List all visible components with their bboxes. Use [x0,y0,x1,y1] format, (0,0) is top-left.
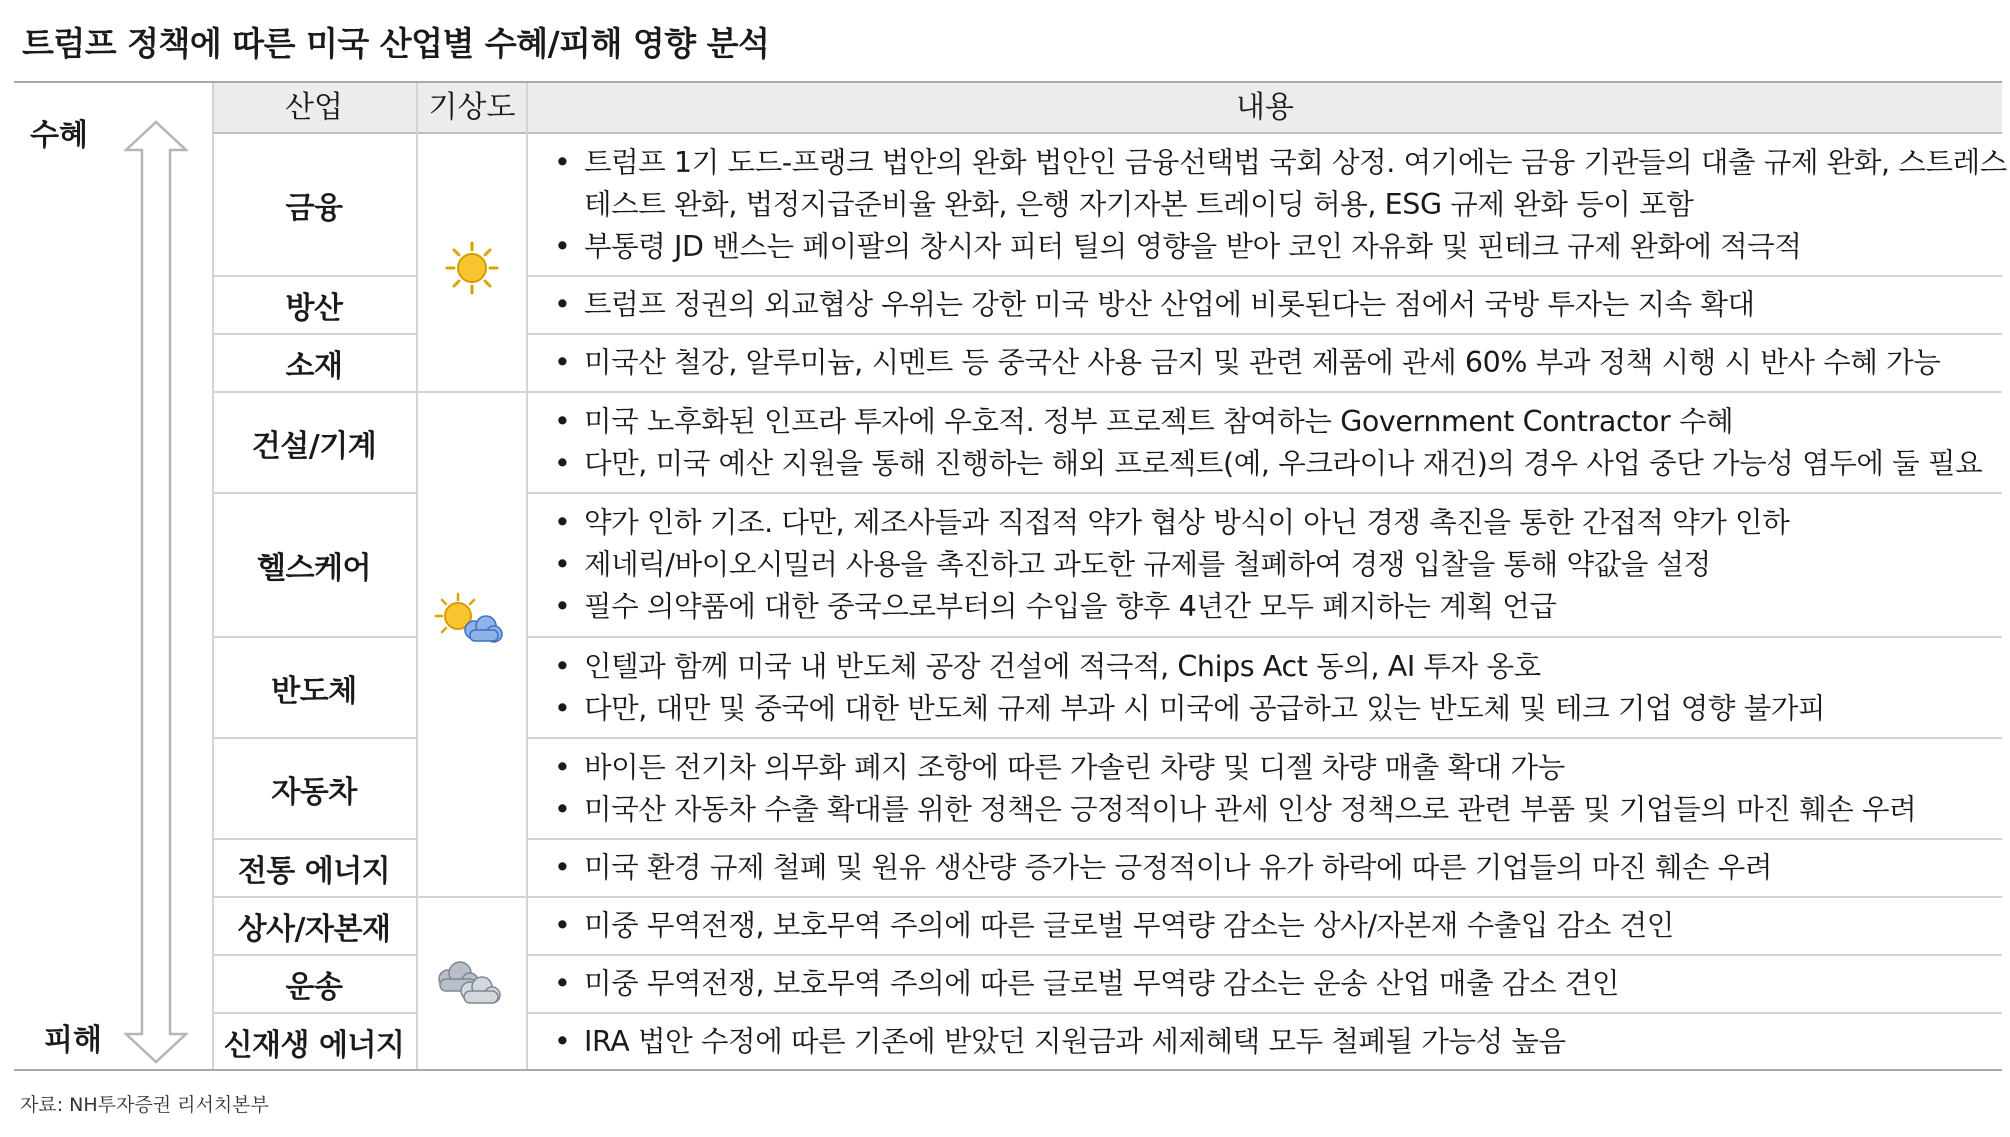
bullet-item: • 미국산 철강, 알루미늄, 시멘트 등 중국산 사용 금지 및 관련 제품에 관세 60% 부과 정책 시행 시 반사 수혜 가능 [540,342,1990,384]
bullet-item: • 바이든 전기차 의무화 폐지 조항에 따른 가솔린 차량 및 디젤 차량 매출 확대 가능 [540,747,1990,789]
bullet-item: • 트럼프 1기 도드-프랭크 법안의 완화 법안인 금융선택법 국회 상정. 여기에는 금융 기관들의 대출 규제 완화, 스트레스 [540,142,1990,184]
bullet-item: • 미중 무역전쟁, 보호무역 주의에 따른 글로벌 무역량 감소는 운송 산업 매출 감소 견인 [540,963,1990,1005]
industry-cell: 금융 [285,190,343,226]
industry-cell: 소재 [285,349,343,384]
industry-cell: 상사/자본재 [237,912,391,947]
header-industry: 산업 [285,90,343,125]
bullet-item: • 약가 인하 기조. 다만, 제조사들과 직접적 약가 협상 방식이 아닌 경쟁 촉진을 통한 간접적 약가 인하 [540,502,1990,544]
content-cell-traditional-energy [540,840,1990,896]
bullet-text: 테스트 완화, 법정지급준비율 완화, 은행 자기자본 트레이딩 허용, ESG 규제 완화 등이 포함 [584,187,1694,221]
grid-vline [526,83,528,1069]
content-cell-trading [540,898,1990,954]
content-cell-defense [540,277,1990,333]
bullet-item: • 미국산 자동차 수출 확대를 위한 정책은 긍정적이나 관세 인상 정책으로 관련 부품 및 기업들의 마진 훼손 우려 [540,789,1990,831]
bullet-item: • 트럼프 정권의 외교협상 우위는 강한 미국 방산 산업에 비롯된다는 점에서 국방 투자는 지속 확대 [540,284,1990,326]
content-cell-renewable [540,1014,1990,1069]
industry-cell: 건설/기계 [251,428,377,464]
content-cell-auto [540,739,1990,838]
industry-cell: 헬스케어 [257,551,371,586]
bullet-item: • 부통령 JD 밴스는 페이팔의 창시자 피터 틸의 영향을 받아 코인 자유화 및 핀테크 규제 완화에 적극적 [540,226,1990,268]
sunny-icon [445,241,499,295]
content-cell-healthcare [540,494,1990,636]
bullet-item: • 필수 의약품에 대한 중국으로부터의 수입을 향후 4년간 모두 폐지하는 계획 언급 [540,586,1990,628]
bullet-item: • 미국 노후화된 인프라 투자에 우호적. 정부 프로젝트 참여하는 Government Contractor 수혜 [540,401,1990,443]
sun-behind-cloud-icon [434,592,504,648]
industry-cell: 신재생 에너지 [223,1027,405,1063]
content-cell-transport [540,956,1990,1012]
industry-cell: 방산 [285,291,343,326]
bullet-item: • IRA 법안 수정에 따른 기존에 받았던 지원금과 세제혜택 모두 철폐될 가능성 높음 [540,1021,1990,1063]
industry-cell: 전통 에너지 [237,854,391,889]
content-cell-materials [540,335,1990,391]
content-cell-semiconductor [540,638,1990,737]
source-note: 자료: NH투자증권 리서치본부 [20,1094,269,1116]
header-outlook: 기상도 [428,90,516,125]
industry-cell: 반도체 [271,673,357,709]
industry-cell: 운송 [285,970,343,1005]
bullet-item: • 제네릭/바이오시밀러 사용을 촉진하고 과도한 규제를 철폐하여 경쟁 입찰을 통해 약값을 설정 [540,544,1990,586]
bullet-item: • 다만, 대만 및 중국에 대한 반도체 규제 부과 시 미국에 공급하고 있는 반도체 및 테크 기업 영향 불가피 [540,688,1990,730]
double-arrow-icon [124,120,188,1064]
bullet-item: • 미국 환경 규제 철폐 및 원유 생산량 증가는 긍정적이나 유가 하락에 따른 기업들의 마진 훼손 우려 [540,847,1990,889]
scale-label-benefit: 수혜 [30,118,88,153]
bullet-item: • 미중 무역전쟁, 보호무역 주의에 따른 글로벌 무역량 감소는 상사/자본재 수출입 감소 견인 [540,905,1990,947]
cloudy-icon [430,957,504,1009]
table-bottom-border [14,1069,2002,1071]
content-cell-finance [540,134,2007,275]
page-title: 트럼프 정책에 따른 미국 산업별 수혜/피해 영향 분석 [22,24,770,63]
grid-vline [416,83,418,1069]
content-cell-construction [540,393,1990,492]
table-header [212,83,2002,134]
industry-cell: 자동차 [271,774,357,810]
bullet-item: • 인텔과 함께 미국 내 반도체 공장 건설에 적극적, Chips Act 동의, AI 투자 옹호 [540,646,1990,688]
scale-label-harm: 피해 [44,1023,102,1058]
header-content: 내용 [1236,90,1294,125]
bullet-item: • 다만, 미국 예산 지원을 통해 진행하는 해외 프로젝트(예, 우크라이나 재건)의 경우 사업 중단 가능성 염두에 둘 필요 [540,443,1990,485]
bullet-continuation [540,184,1990,226]
